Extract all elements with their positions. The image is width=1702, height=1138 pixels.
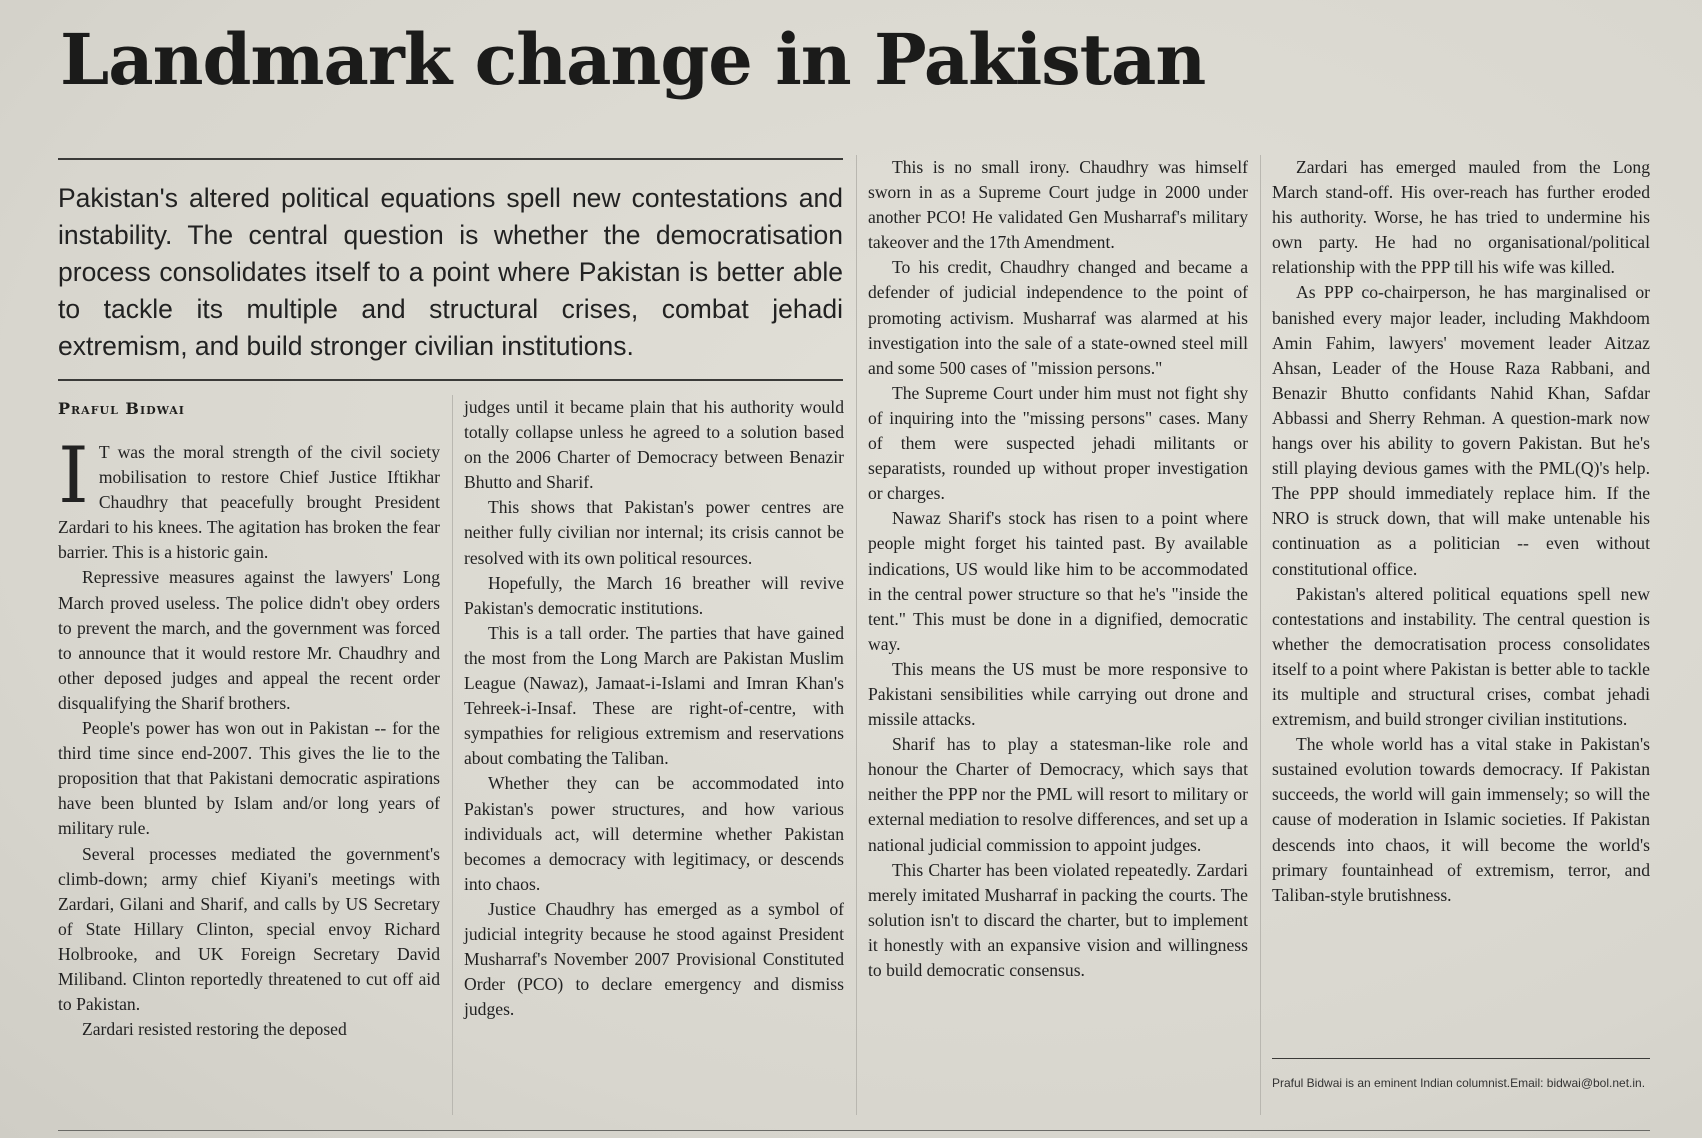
author-note: Praful Bidwai is an eminent Indian columnist.Email: bidwai@bol.net.in. (1272, 1076, 1646, 1090)
drop-cap: I (58, 431, 89, 521)
paragraph: Repressive measures against the lawyers' Long March proved useless. The police didn't obey orders to prevent the march, and the government was forced to announce that it would restore Mr. Chaudhry and other deposed judges and appeal the recent order disqualifying the Sharif brothers. (58, 567, 440, 713)
paragraph: This is a tall order. The parties that have gained the most from the Long March are Pakistan Muslim League (Nawaz), Jamaat-i-Islami and Imran Khan's Tehreek-i-Insaf. These are right-of-centre, with sympathies for religious extremism and reservations about combating the Taliban. (464, 622, 844, 769)
paragraph: This shows that Pakistan's power centres are neither fully civilian nor internal; its crisis cannot be resolved with its own political resources. (464, 497, 844, 568)
paragraph: As PPP co-chairperson, he has marginalised or banished every major leader, including Makhdoom Amin Fahim, lawyers' movement leader Aitzaz Ahsan, Leader of the House Raza Rabbani, and Benazir Bhutto confidants Nahid Khan, Safdar Abbassi and Sherry Rehman. A question-mark now hangs over his ability to govern Pakistan. But he's still playing devious games with the PML(Q)'s help. The PPP should immediately replace him. If the NRO is struck down, that will make untenable his continuation as a politician -- even without constitutional office. (1272, 282, 1650, 579)
paragraph: Sharif has to play a statesman-like role and honour the Charter of Democracy, which says that neither the PPP nor the PML will resort to military or external mediation to resolve differences, and set up a national judicial commission to appoint judges. (868, 734, 1248, 855)
author-note-rule (1272, 1058, 1650, 1059)
paragraph: Whether they can be accommodated into Pakistan's power structures, and how various individuals act, will determine whether Pakistan becomes a democracy with legitimacy, or descends into chaos. (464, 773, 844, 894)
standfirst-bottom-rule (58, 379, 843, 381)
paragraph: This is no small irony. Chaudhry was himself sworn in as a Supreme Court judge in 2000 under another PCO! He validated Gen Musharraf's military takeover and the 17th Amendment. (868, 157, 1248, 253)
paragraph: I T was the moral strength of the civil society mobilisation to restore Chief Justice Iftikhar Chaudhry that peacefully brought President Zardari to his knees. The agitation has broken the fear barrier. This is a historic gain. (58, 431, 440, 563)
paragraph: The whole world has a vital stake in Pakistan's sustained evolution towards democracy. If Pakistan succeeds, the world will gain immensely; so will the cause of moderation in Islamic societies. If Pakistan descends into chaos, it will become the world's primary fountainhead of extremism, terror, and Taliban-style brutishness. (1272, 734, 1650, 905)
paragraph: To his credit, Chaudhry changed and became a defender of judicial independence to the point of promoting activism. Musharraf was alarmed at his investigation into the sale of a state-owned steel mill and some 500 cases of "mission persons." (868, 257, 1248, 378)
column-divider (1260, 155, 1261, 1115)
standfirst-top-rule (58, 158, 843, 160)
paragraph: This Charter has been violated repeatedly. Zardari merely imitated Musharraf in packing the courts. The solution isn't to discard the charter, but to implement it honestly with an expansive vision and willingness to build democratic consensus. (868, 859, 1248, 980)
article-column-1 (58, 431, 440, 1042)
article-column-3 (868, 155, 1248, 983)
paragraph: Pakistan's altered political equations spell new contestations and instability. The central question is whether the democratisation process consolidates itself to a point where Pakistan is better able to tackle its multiple and structural crises, combat jehadi extremism, and build stronger civilian institutions. (1272, 583, 1650, 730)
column-divider (452, 395, 453, 1115)
column-divider (856, 155, 857, 1115)
paragraph: judges until it became plain that his authority would totally collapse unless he agreed to a solution based on the 2006 Charter of Democracy between Benazir Bhutto and Sharif. (464, 397, 844, 493)
paragraph: Zardari resisted restoring the deposed (82, 1019, 347, 1040)
page-bottom-rule (58, 1130, 1650, 1131)
paragraph: Zardari has emerged mauled from the Long March stand-off. His over-reach has further eroded his authority. Worse, he has tried to undermine his own party. He had no organisational/political relationship with the PPP till his wife was killed. (1272, 157, 1650, 278)
paragraph: Nawaz Sharif's stock has risen to a point where people might forget his tainted past. By available indications, US would like him to be accommodated in the central power structure so that he's "inside the tent." This must be done in a dignified, democratic way. (868, 508, 1248, 654)
standfirst: Pakistan's altered political equations spell new contestations and instability. The central question is whether the democratisation process consolidates itself to a point where Pakistan is better able to tackle its multiple and structural crises, combat jehadi extremism, and build stronger civilian institutions. (58, 183, 843, 361)
article-column-4 (1272, 155, 1650, 908)
paragraph: The Supreme Court under him must not fight shy of inquiring into the "missing persons" cases. Many of them were suspected jehadi militants or separatists, rounded up without proper investigation or charges. (868, 382, 1248, 504)
paragraph: Several processes mediated the government's climb-down; army chief Kiyani's meetings with Zardari, Gilani and Sharif, and calls by US Secretary of State Hillary Clinton, special envoy Richard Holbrooke, and UK Foreign Secretary David Miliband. Clinton reportedly threatened to cut off aid to Pakistan. (58, 843, 440, 1015)
headline: Landmark change in Pakistan (60, 18, 1206, 101)
paragraph: Hopefully, the March 16 breather will revive Pakistan's democratic institutions. (464, 572, 844, 618)
paragraph: People's power has won out in Pakistan -- for the third time since end-2007. This gives the lie to the proposition that that Pakistani democratic aspirations have been blunted by Islam and/or long years of military rule. (58, 718, 440, 839)
paragraph: Justice Chaudhry has emerged as a symbol of judicial integrity because he stood against President Musharraf's November 2007 Provisional Constituted Order (PCO) to declare emergency and dismiss judges. (464, 898, 844, 1020)
article-column-2 (464, 395, 844, 1022)
paragraph: This means the US must be more responsive to Pakistani sensibilities while carrying out drone and missile attacks. (868, 658, 1248, 730)
byline: Praful Bidwai (58, 399, 185, 418)
